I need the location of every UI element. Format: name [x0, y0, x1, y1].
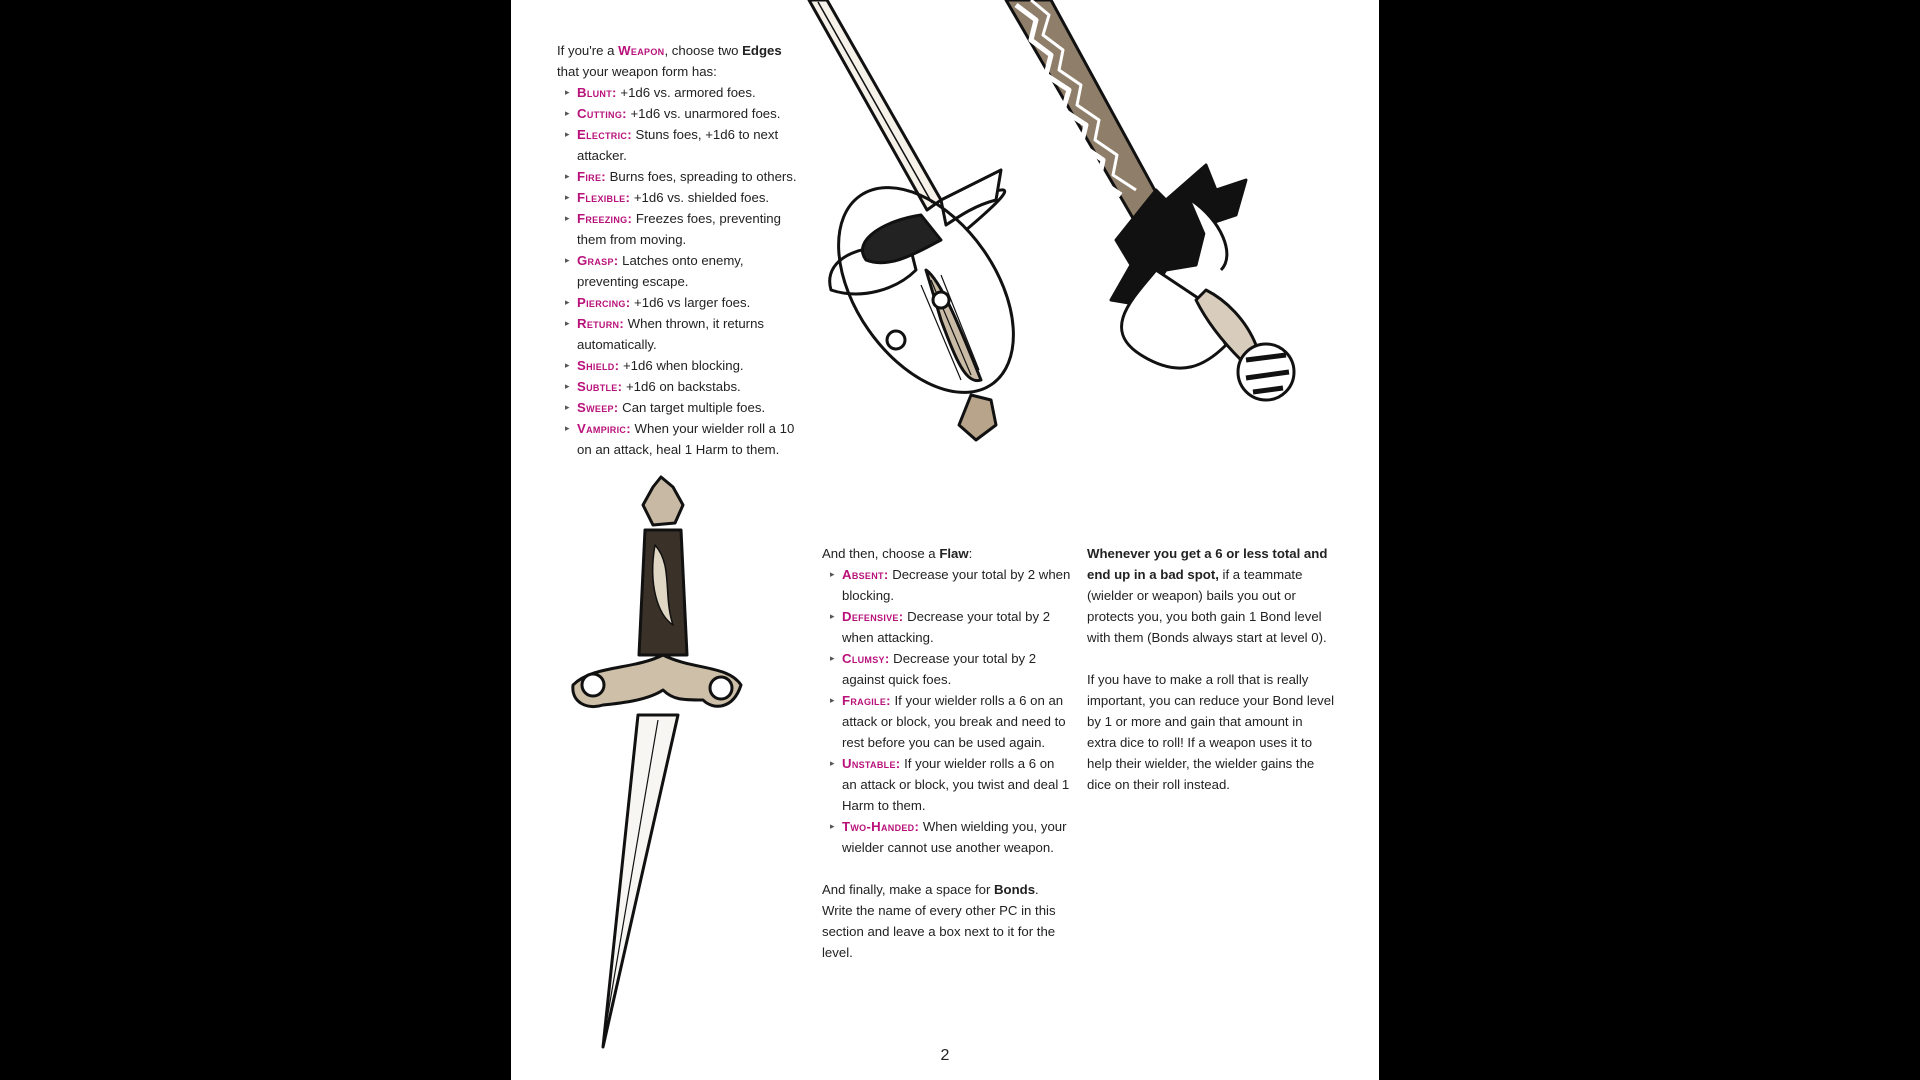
bonds-term: Bonds	[994, 882, 1036, 897]
edge-description: Freezes foes, preventing them from moving.	[577, 211, 781, 247]
flaw-description: Decrease your total by 2 when attacking.	[842, 609, 1051, 645]
document-page	[511, 0, 1379, 1080]
edge-description: Latches onto enemy, preventing escape.	[577, 253, 744, 289]
flaw-name: Defensive:	[842, 609, 904, 624]
edge-name: Freezing:	[577, 211, 633, 226]
flaws-intro: And then, choose a Flaw:	[822, 546, 973, 561]
flaw-description: If your wielder rolls a 6 on an attack or block, you twist and deal 1 Harm to them.	[842, 756, 1070, 813]
edges-list	[557, 82, 807, 460]
edge-name: Grasp:	[577, 253, 619, 268]
edge-item	[557, 103, 807, 124]
flaw-description: If your wielder rolls a 6 on an attack or block, you break and need to rest before you can be used again.	[842, 693, 1066, 750]
edge-description: +1d6 vs larger foes.	[630, 295, 751, 310]
flaw-item	[822, 816, 1072, 858]
edges-term: Edges	[742, 43, 782, 58]
edge-item	[557, 166, 807, 187]
edge-name: Piercing:	[577, 295, 631, 310]
weapon-term: Weapon	[618, 43, 665, 58]
edge-item	[557, 397, 807, 418]
flaw-name: Absent:	[842, 567, 889, 582]
flaw-name: Fragile:	[842, 693, 891, 708]
edge-name: Vampiric:	[577, 421, 631, 436]
flaw-term: Flaw	[939, 546, 969, 561]
ornate-sword-illustration	[991, 0, 1331, 440]
flaw-name: Two-Handed:	[842, 819, 920, 834]
edge-description: +1d6 on backstabs.	[622, 379, 741, 394]
edge-name: Fire:	[577, 169, 606, 184]
edge-item	[557, 82, 807, 103]
edge-name: Blunt:	[577, 85, 617, 100]
edge-item	[557, 376, 807, 397]
edge-item	[557, 355, 807, 376]
flaw-description: Decrease your total by 2 when blocking.	[842, 567, 1071, 603]
edge-description: +1d6 vs. shielded foes.	[630, 190, 770, 205]
edge-item	[557, 208, 807, 250]
flaw-item	[822, 648, 1072, 690]
edge-name: Shield:	[577, 358, 620, 373]
edge-name: Cutting:	[577, 106, 627, 121]
edge-description: When your wielder roll a 10 on an attack, heal 1 Harm to them.	[577, 421, 795, 457]
bonds-paragraph: And finally, make a space for Bonds. Write the name of every other PC in this section and leave a box next to it for the level.	[822, 882, 1056, 960]
flaw-item	[822, 564, 1072, 606]
edge-name: Flexible:	[577, 190, 631, 205]
bond-rule-paragraph-2: If you have to make a roll that is really important, you can reduce your Bond level by 1 or more and gain that amount in extra dice to roll! If a weapon uses it to help their wielder, the wielder gains the dice on their roll instead.	[1087, 672, 1335, 792]
flaw-item	[822, 606, 1072, 648]
bond-rules-section	[1087, 543, 1335, 795]
edge-name: Sweep:	[577, 400, 619, 415]
flaw-item	[822, 753, 1072, 816]
edge-item	[557, 250, 807, 292]
edge-description: Burns foes, spreading to others.	[605, 169, 797, 184]
edge-name: Return:	[577, 316, 625, 331]
flaw-item	[822, 690, 1072, 753]
edge-item	[557, 124, 807, 166]
flaw-name: Clumsy:	[842, 651, 890, 666]
edge-description: Can target multiple foes.	[618, 400, 766, 415]
flaw-description: When wielding you, your wielder cannot use another weapon.	[842, 819, 1067, 855]
flaw-description: Decrease your total by 2 against quick foes.	[842, 651, 1037, 687]
edge-description: +1d6 vs. armored foes.	[616, 85, 756, 100]
edge-item	[557, 313, 807, 355]
flaws-section	[822, 543, 1072, 963]
edge-description: Stuns foes, +1d6 to next attacker.	[577, 127, 779, 163]
edge-name: Electric:	[577, 127, 632, 142]
bond-rule-paragraph-1: Whenever you get a 6 or less total and end up in a bad spot, if a teammate (wielder or weapon) bails you out or protects you, you both gain 1 Bond level with them (Bonds always start at level 0).	[1087, 546, 1328, 645]
edge-description: +1d6 when blocking.	[619, 358, 744, 373]
edges-intro: If you're a Weapon, choose two Edges that your weapon form has:	[557, 43, 782, 79]
edge-item	[557, 187, 807, 208]
flaws-list	[822, 564, 1072, 858]
edge-item	[557, 418, 807, 460]
flaw-name: Unstable:	[842, 756, 901, 771]
edge-item	[557, 292, 807, 313]
dagger-illustration	[563, 475, 743, 1055]
edge-name: Subtle:	[577, 379, 623, 394]
edges-section	[557, 40, 807, 460]
page-number: 2	[940, 1047, 950, 1064]
edge-description: When thrown, it returns automatically.	[577, 316, 765, 352]
edge-description: +1d6 vs. unarmored foes.	[626, 106, 781, 121]
